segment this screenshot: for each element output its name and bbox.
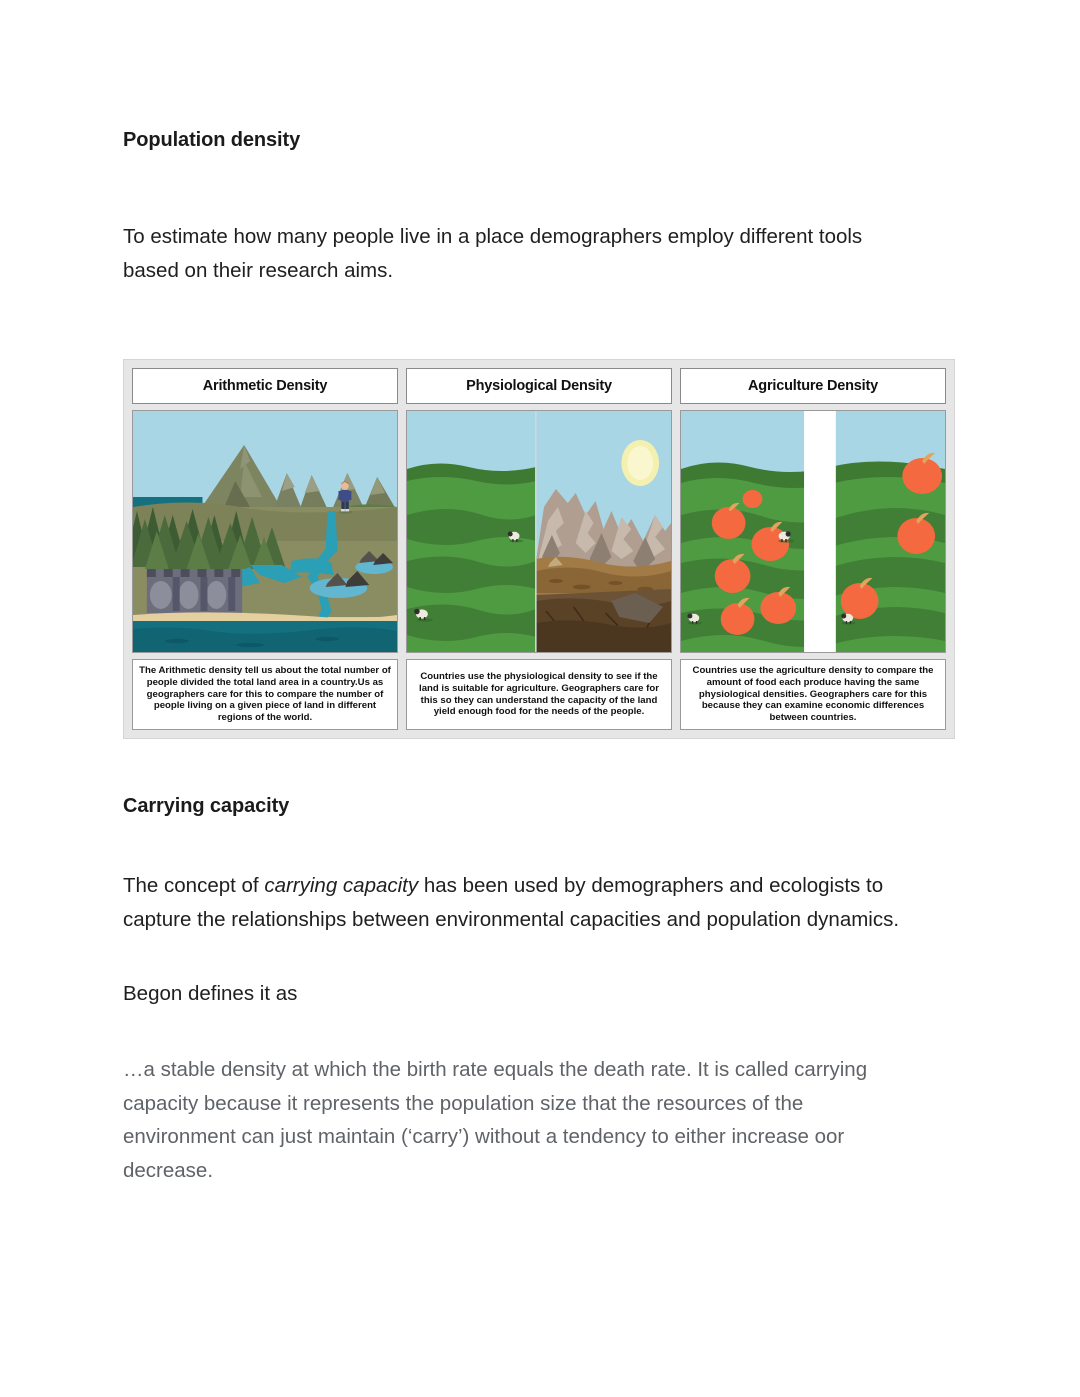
carrying-text-pre: The concept of xyxy=(123,874,265,897)
begon-attribution-line: Begon defines it as xyxy=(123,982,298,1005)
begon-blockquote: …a stable density at which the birth rate equals the death rate. It is called carrying capacity because it represents the population size that the resources of the environment can just maintain (‘carry’) without a tendency to either increase oor decrease. xyxy=(123,1058,868,1182)
apple-fields-comparison-illustration xyxy=(680,410,946,653)
panel-title-physiological: Physiological Density xyxy=(406,368,672,404)
grassland-vs-rocky-terrain-illustration xyxy=(406,410,672,653)
spacer-after-heading-1 xyxy=(123,153,961,220)
arithmetic-art-svg xyxy=(133,411,397,652)
physiological-art-svg xyxy=(407,411,671,652)
agriculture-art-svg xyxy=(681,411,945,652)
mountain-river-forest-illustration xyxy=(132,410,398,653)
population-density-figure xyxy=(123,359,955,739)
document-content xyxy=(123,0,961,1187)
panel-arithmetic-density xyxy=(132,368,398,730)
intro-paragraph: To estimate how many people live in a place demographers employ different tools based on their research aims. xyxy=(123,225,863,282)
panel-agriculture-density xyxy=(680,368,946,730)
carrying-text-post: has been used by demographers and ecologists to capture the relationships between environmental capacities and population dynamics. xyxy=(123,874,900,931)
carrying-term-emphasis: carrying capacity xyxy=(264,874,419,897)
panel-title-agriculture: Agriculture Density xyxy=(680,368,946,404)
spacer-before-quote xyxy=(123,1011,961,1053)
top-spacer xyxy=(123,0,961,127)
panel-caption-agriculture: Countries use the agriculture density to compare the amount of food each produce having the same physiological densities. Geographers care for this because they can examine economic differences between countries. xyxy=(680,659,946,730)
spacer-before-begon xyxy=(123,937,961,977)
page-title-carrying-capacity: Carrying capacity xyxy=(123,795,290,817)
panel-caption-physiological: Countries use the physiological density to see if the land is suitable for agriculture. Geographers care for this so they can understand the capacity of the land yield enough food for the needs of the people. xyxy=(406,659,672,730)
panel-title-arithmetic: Arithmetic Density xyxy=(132,368,398,404)
spacer-before-figure xyxy=(123,288,961,359)
panel-caption-arithmetic: The Arithmetic density tell us about the total number of people divided the total land area in a country.Us as geographers care for this to compare the number of people living on a given piece of land in different regions of the world. xyxy=(132,659,398,730)
spacer-after-figure xyxy=(123,739,961,793)
carrying-capacity-paragraph xyxy=(123,869,943,937)
spacer-after-heading-2 xyxy=(123,819,961,869)
panel-physiological-density xyxy=(406,368,672,730)
page-title-population-density: Population density xyxy=(123,129,301,151)
